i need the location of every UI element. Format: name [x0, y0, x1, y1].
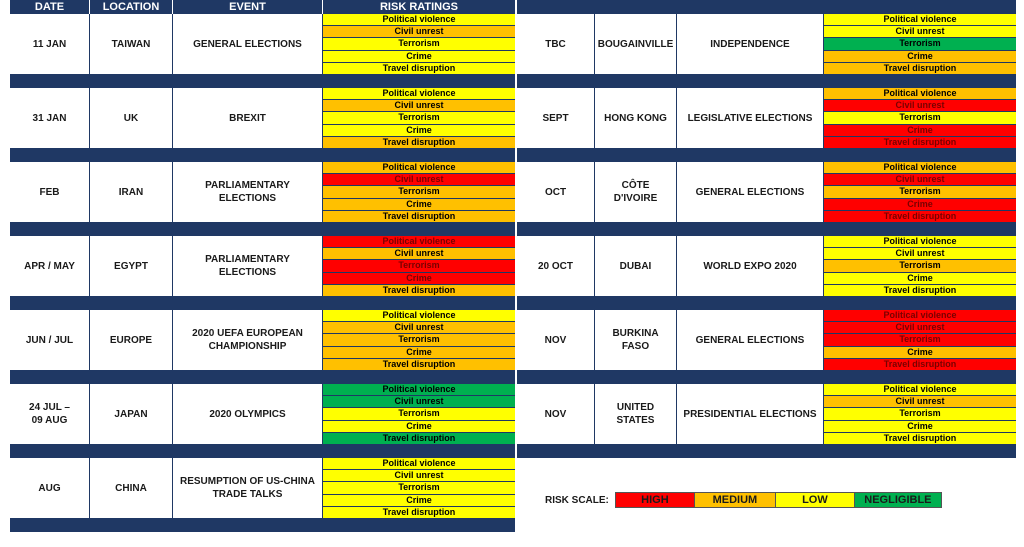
event-name: PARLIAMENTARY ELECTIONS: [173, 236, 323, 296]
rating-civil-unrest: Civil unrest: [323, 322, 515, 334]
row-separator: [517, 222, 1016, 236]
rating-crime: Crime: [824, 421, 1016, 433]
rating-crime: Crime: [323, 347, 515, 359]
row-separator: [517, 296, 1016, 310]
rating-civil-unrest: Civil unrest: [824, 248, 1016, 260]
rating-crime: Crime: [323, 273, 515, 285]
row-separator: [10, 148, 515, 162]
risk-ratings: [824, 310, 1016, 370]
rating-terrorism: Terrorism: [323, 38, 515, 50]
row-separator: [10, 74, 515, 88]
risk-ratings: [323, 88, 515, 148]
event-name: BREXIT: [173, 88, 323, 148]
rating-terrorism: Terrorism: [323, 186, 515, 198]
risk-ratings: [824, 236, 1016, 296]
event-date: SEPT: [517, 88, 595, 148]
risk-ratings: [824, 14, 1016, 74]
event-name: GENERAL ELECTIONS: [173, 14, 323, 74]
rating-crime: Crime: [824, 199, 1016, 211]
rating-political-violence: Political violence: [323, 14, 515, 26]
event-name: LEGISLATIVE ELECTIONS: [677, 88, 824, 148]
rating-travel-disruption: Travel disruption: [323, 359, 515, 370]
risk-ratings: [323, 384, 515, 444]
row-separator: [517, 444, 1016, 458]
event-date: AUG: [10, 458, 90, 518]
row-separator: [10, 444, 515, 458]
event-name: 2020 OLYMPICS: [173, 384, 323, 444]
rating-political-violence: Political violence: [824, 236, 1016, 248]
scale-negligible: NEGLIGIBLE: [855, 493, 941, 507]
event-row: [10, 162, 515, 222]
risk-ratings: [323, 162, 515, 222]
event-name: PRESIDENTIAL ELECTIONS: [677, 384, 824, 444]
event-name: GENERAL ELECTIONS: [677, 310, 824, 370]
rating-political-violence: Political violence: [323, 162, 515, 174]
rating-political-violence: Political violence: [323, 384, 515, 396]
rating-terrorism: Terrorism: [824, 112, 1016, 124]
event-row: [517, 310, 1016, 370]
rating-crime: Crime: [824, 273, 1016, 285]
rating-crime: Crime: [323, 495, 515, 507]
scale-high: HIGH: [616, 493, 695, 507]
event-date: NOV: [517, 384, 595, 444]
rating-travel-disruption: Travel disruption: [323, 285, 515, 296]
rating-travel-disruption: Travel disruption: [323, 63, 515, 74]
event-name: PARLIAMENTARY ELECTIONS: [173, 162, 323, 222]
event-location: UK: [90, 88, 173, 148]
rating-terrorism: Terrorism: [824, 334, 1016, 346]
row-separator: [10, 370, 515, 384]
event-row: [10, 14, 515, 74]
event-location: CÔTE D'IVOIRE: [595, 162, 677, 222]
rating-terrorism: Terrorism: [824, 186, 1016, 198]
rating-terrorism: Terrorism: [323, 482, 515, 494]
top-bar: [517, 0, 1016, 14]
rating-terrorism: Terrorism: [323, 408, 515, 420]
left-risk-table: [10, 0, 515, 532]
rating-civil-unrest: Civil unrest: [824, 322, 1016, 334]
rating-terrorism: Terrorism: [323, 334, 515, 346]
scale-medium: MEDIUM: [695, 493, 776, 507]
event-date: 31 JAN: [10, 88, 90, 148]
event-location: BOUGAINVILLE: [595, 14, 677, 74]
rating-travel-disruption: Travel disruption: [323, 507, 515, 518]
event-location: UNITED STATES: [595, 384, 677, 444]
event-location: JAPAN: [90, 384, 173, 444]
event-row: [10, 458, 515, 518]
event-row: [10, 384, 515, 444]
rating-crime: Crime: [824, 347, 1016, 359]
risk-scale-legend: [545, 492, 942, 508]
rating-political-violence: Political violence: [824, 384, 1016, 396]
rating-travel-disruption: Travel disruption: [824, 359, 1016, 370]
event-date: TBC: [517, 14, 595, 74]
rating-travel-disruption: Travel disruption: [824, 211, 1016, 222]
event-date: 24 JUL – 09 AUG: [10, 384, 90, 444]
risk-scale-boxes: [615, 492, 942, 508]
event-date: NOV: [517, 310, 595, 370]
risk-ratings: [323, 236, 515, 296]
row-separator: [517, 74, 1016, 88]
rating-crime: Crime: [323, 51, 515, 63]
header-risk-ratings: RISK RATINGS: [379, 1, 459, 13]
event-location: EGYPT: [90, 236, 173, 296]
rating-civil-unrest: Civil unrest: [824, 174, 1016, 186]
rating-travel-disruption: Travel disruption: [824, 63, 1016, 74]
event-date: FEB: [10, 162, 90, 222]
risk-ratings: [824, 384, 1016, 444]
row-separator: [10, 296, 515, 310]
rating-civil-unrest: Civil unrest: [824, 396, 1016, 408]
event-location: EUROPE: [90, 310, 173, 370]
rating-civil-unrest: Civil unrest: [323, 174, 515, 186]
event-row: [10, 236, 515, 296]
event-date: 20 OCT: [517, 236, 595, 296]
left-table-body: [10, 14, 515, 532]
scale-low: LOW: [776, 493, 855, 507]
event-name: 2020 UEFA EUROPEAN CHAMPIONSHIP: [173, 310, 323, 370]
rating-political-violence: Political violence: [323, 310, 515, 322]
rating-crime: Crime: [323, 125, 515, 137]
header-location: LOCATION: [90, 0, 173, 14]
rating-travel-disruption: Travel disruption: [824, 433, 1016, 444]
event-name: RESUMPTION OF US-CHINA TRADE TALKS: [173, 458, 323, 518]
event-date: 11 JAN: [10, 14, 90, 74]
event-row: [517, 14, 1016, 74]
rating-crime: Crime: [824, 125, 1016, 137]
event-row: [10, 88, 515, 148]
event-row: [10, 310, 515, 370]
row-separator: [517, 148, 1016, 162]
event-location: TAIWAN: [90, 14, 173, 74]
rating-crime: Crime: [323, 199, 515, 211]
rating-civil-unrest: Civil unrest: [824, 100, 1016, 112]
rating-political-violence: Political violence: [323, 88, 515, 100]
rating-terrorism: Terrorism: [824, 260, 1016, 272]
right-table-body: [517, 14, 1016, 458]
risk-ratings: [824, 162, 1016, 222]
rating-civil-unrest: Civil unrest: [323, 100, 515, 112]
event-date: JUN / JUL: [10, 310, 90, 370]
row-separator: [517, 370, 1016, 384]
rating-travel-disruption: Travel disruption: [824, 137, 1016, 148]
event-row: [517, 236, 1016, 296]
row-separator: [10, 518, 515, 532]
rating-political-violence: Political violence: [824, 88, 1016, 100]
event-date: APR / MAY: [10, 236, 90, 296]
rating-travel-disruption: Travel disruption: [323, 211, 515, 222]
rating-terrorism: Terrorism: [323, 260, 515, 272]
rating-political-violence: Political violence: [824, 310, 1016, 322]
rating-political-violence: Political violence: [323, 236, 515, 248]
rating-terrorism: Terrorism: [824, 408, 1016, 420]
rating-political-violence: Political violence: [824, 162, 1016, 174]
rating-civil-unrest: Civil unrest: [323, 470, 515, 482]
rating-travel-disruption: Travel disruption: [323, 433, 515, 444]
header-event: EVENT: [173, 0, 323, 14]
risk-ratings: [323, 14, 515, 74]
right-risk-table: [517, 0, 1016, 458]
event-location: IRAN: [90, 162, 173, 222]
rating-travel-disruption: Travel disruption: [824, 285, 1016, 296]
rating-political-violence: Political violence: [824, 14, 1016, 26]
event-location: HONG KONG: [595, 88, 677, 148]
row-separator: [10, 222, 515, 236]
event-row: [517, 384, 1016, 444]
rating-civil-unrest: Civil unrest: [323, 26, 515, 38]
event-name: INDEPENDENCE: [677, 14, 824, 74]
rating-civil-unrest: Civil unrest: [323, 396, 515, 408]
rating-terrorism: Terrorism: [323, 112, 515, 124]
event-location: DUBAI: [595, 236, 677, 296]
rating-political-violence: Political violence: [323, 458, 515, 470]
event-name: WORLD EXPO 2020: [677, 236, 824, 296]
risk-scale-label: RISK SCALE:: [545, 494, 609, 506]
rating-crime: Crime: [323, 421, 515, 433]
rating-crime: Crime: [824, 51, 1016, 63]
header-date: DATE: [10, 0, 90, 14]
table-header: [10, 0, 515, 14]
rating-terrorism: Terrorism: [824, 38, 1016, 50]
rating-travel-disruption: Travel disruption: [323, 137, 515, 148]
event-location: BURKINA FASO: [595, 310, 677, 370]
rating-civil-unrest: Civil unrest: [323, 248, 515, 260]
risk-ratings: [824, 88, 1016, 148]
risk-ratings: [323, 310, 515, 370]
event-location: CHINA: [90, 458, 173, 518]
rating-civil-unrest: Civil unrest: [824, 26, 1016, 38]
event-row: [517, 162, 1016, 222]
event-name: GENERAL ELECTIONS: [677, 162, 824, 222]
risk-ratings: [323, 458, 515, 518]
event-row: [517, 88, 1016, 148]
event-date: OCT: [517, 162, 595, 222]
